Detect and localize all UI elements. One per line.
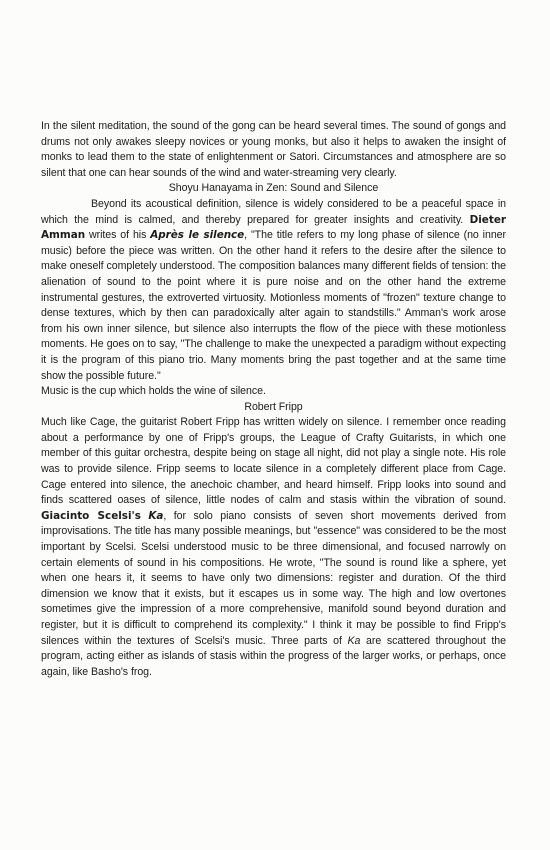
paragraph-amman	[41, 197, 506, 384]
work-title-ka-inline: Ka	[347, 634, 361, 647]
document-page	[41, 119, 506, 680]
attribution-hanayama: Shoyu Hanayama in Zen: Sound and Silence	[168, 182, 379, 195]
composer-name-scelsi: Giacinto Scelsi's	[41, 509, 141, 522]
paragraph-amman-text-c: , "The title refers to my long phase of silence (no inner music) before the piece was written. On the other hand it refers to the desire after the silence to make oneself completely understood. The composition balances many different fields of tension: the alienation of sound to the point where it is pure noise and on the other hand the extreme instrumental gestures, the extroverted virtuosity. Motionless moments of "frozen" texture change to dense textures, which by then can paradoxically alter again to standstills." Amman's work arose from his own inner silence, but silence also interrupts the flow of the piece with these motionless moments. He goes on to say, "The challenge to make the unexpected a paradigm without expecting it is the program of this piano trio. Many moments bring the past together and at the same time show the possible future."	[41, 229, 506, 382]
paragraph-fripp-scelsi	[41, 415, 506, 680]
paragraph-amman-text-b: writes of his	[85, 229, 151, 242]
composer-name-amman: Dieter Amman	[41, 213, 506, 242]
paragraph-fripp-text-a: Much like Cage, the guitarist Robert Fripp has written widely on silence. I remember once reading about a performance by one of Fripp's groups, the League of Crafty Guitarists, in which one member of this guitar orchestra, despite being on stage all night, did not play a single note. His role was to provide silence. Fripp seems to locate silence in a completely different place from Cage. Cage entered into silence, the anechoic chamber, and heard himself. Fripp looks into sound and finds scattered oases of silence, little nodes of calm and stasis within the vibration of sound.	[41, 416, 506, 507]
attribution-fripp: Robert Fripp	[244, 400, 303, 413]
paragraph-zen-quote: In the silent meditation, the sound of the gong can be heard several times. The sound of gongs and drums not only awakes sleepy novices or young monks, but also it helps to awaken the insight of monks to lead them to the state of enlightenment or Satori. Circumstances and atmosphere are so silent that one can hear sounds of the wind and water-streaming very clearly.	[41, 120, 506, 179]
work-title-ka: Ka	[148, 509, 164, 522]
quote-fripp: Music is the cup which holds the wine of silence.	[41, 385, 266, 398]
work-title-apres-le-silence: Après le silence	[150, 229, 245, 242]
paragraph-fripp-text-c: are scattered throughout the program, acting either as islands of stasis within the progress of the larger works, or perhaps, once again, like Basho's frog.	[41, 634, 506, 678]
paragraph-fripp-text-b: , for solo piano consists of seven short movements derived from improvisations. The title has many possible meanings, but "essence" was considered to be the most important by Scelsi. Scelsi understood music to be three dimensional, and focused narrowly on certain elements of sound in his compositions. He wrote, "The sound is round like a sphere, yet when one hears it, it seems to have only two dimensions: register and duration. Of the third dimension we know that it exists, but it escapes us in some way. The high and low overtones sometimes give the impression of a more comprehensive, manifold sound beyond duration and register, but it is difficult to comprehend its complexity." I think it may be possible to find Fripp's silences within the textures of Scelsi's music. Three parts of	[41, 509, 506, 647]
paragraph-amman-text-a: Beyond its acoustical definition, silence is widely considered to be a peaceful space in which the mind is calmed, and thereby prepared for greater insights and creativity.	[41, 197, 506, 226]
